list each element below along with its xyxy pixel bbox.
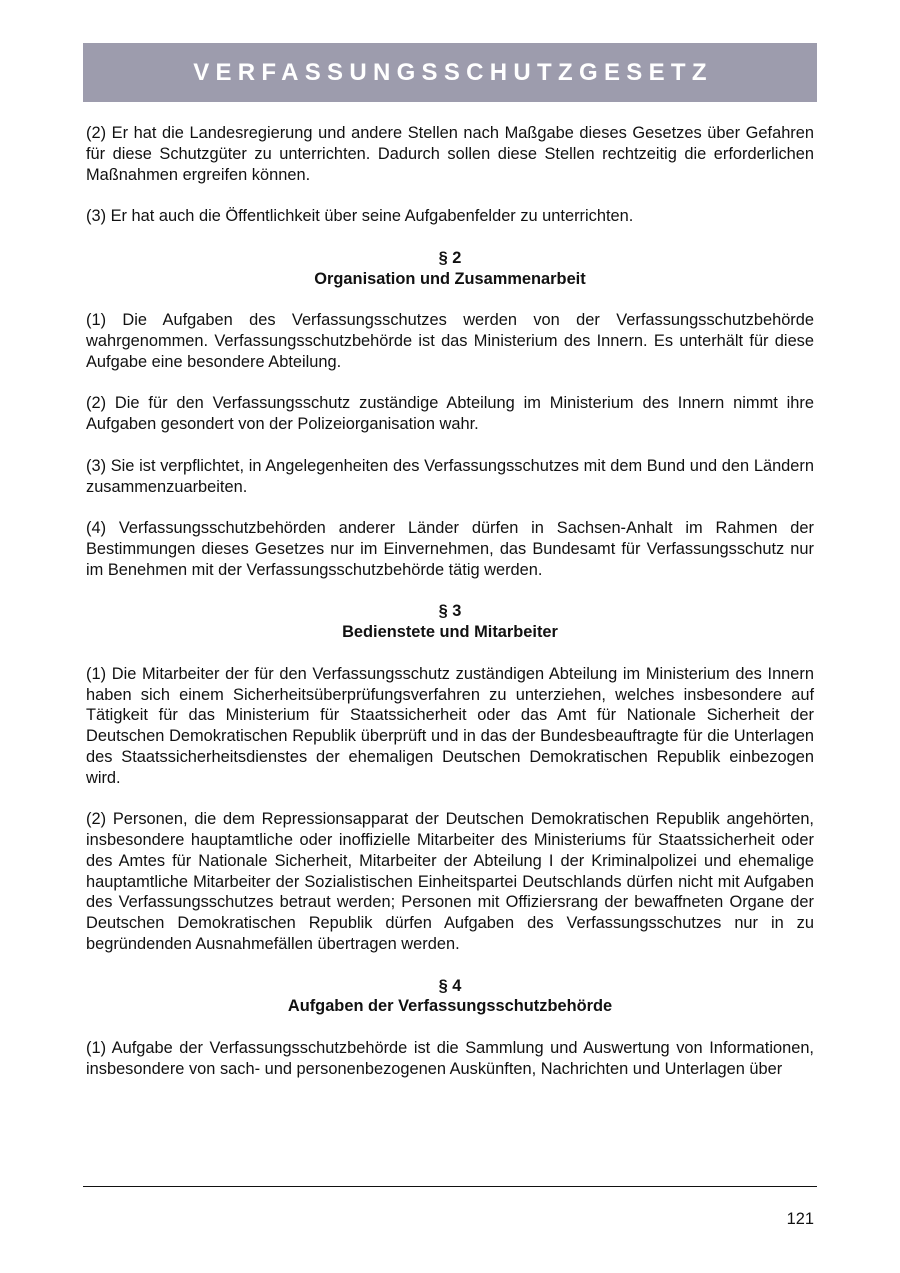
section-number: § 2 <box>438 248 462 267</box>
section-number: § 3 <box>438 602 462 621</box>
paragraph-intro-3: (3) Er hat auch die Öffentlichkeit über seine Aufgabenfelder zu unterrichten. <box>86 207 634 226</box>
section-heading-2 <box>86 248 814 290</box>
paragraph: (1) Die Aufgaben des Verfassungsschutzes werden von der Verfassungsschutzbehörde wahrgenommen. Verfassungsschutzbehörde ist das Ministerium des Innern. Es unterhält für diese Aufgabe eine besondere Abteilung. <box>86 311 814 371</box>
section-heading-3 <box>86 601 814 643</box>
page-header-bar <box>83 43 817 102</box>
paragraph: (2) Personen, die dem Repressionsapparat der Deutschen Demokratischen Republik angehörten, insbesondere hauptamtliche oder inoffizielle Mitarbeiter des Ministeriums für Staatssicherheit oder des Amtes für Nationale Sicherheit, Mitarbeiter der Abteilung I der Kriminalpolizei und ehemalige hauptamtliche Mitarbeiter der Sozialistischen Einheitspartei Deutschlands dürfen nicht mit Aufgaben des Verfassungsschutzes betraut werden; Personen mit Offiziersrang der bewaffneten Organe der Deutschen Demokratischen Republik dürfen Aufgaben des Verfassungsschutzes nur in zu begründenden Ausnahmefällen übertragen werden. <box>86 810 814 954</box>
section-number: § 4 <box>438 976 462 995</box>
section-title: Bedienstete und Mitarbeiter <box>342 623 558 642</box>
paragraph: (3) Sie ist verpflichtet, in Angelegenheiten des Verfassungsschutzes mit dem Bund und den Ländern zusammenzuarbeiten. <box>86 456 814 496</box>
paragraph: (1) Die Mitarbeiter der für den Verfassungsschutz zuständigen Abteilung im Ministerium des Innern haben sich einem Sicherheitsüberprüfungsverfahren zu unterziehen, welches insbesondere auf Tätigkeit für das Ministerium für Staatssicherheit oder das Amt für Nationale Sicherheit der Deutschen Demokratischen Republik überprüft und in das der Bundesbeauftragte für die Unterlagen des Staatssicherheitsdienstes der ehemaligen Deutschen Demokratischen Republik einbezogen wird. <box>86 664 814 787</box>
paragraph: (2) Die für den Verfassungsschutz zuständige Abteilung im Ministerium des Innern nimmt ihre Aufgaben gesondert von der Polizeiorganisation wahr. <box>86 394 814 434</box>
footer-divider <box>83 1186 817 1187</box>
section-title: Aufgaben der Verfassungsschutzbehörde <box>287 997 613 1016</box>
paragraph-intro-2: (2) Er hat die Landesregierung und andere Stellen nach Maßgabe dieses Gesetzes über Gefahren für diese Schutzgüter zu unterrichten. Dadurch sollen diese Stellen rechtzeitig die erforderlichen Maßnahmen ergreifen können. <box>86 124 814 184</box>
page-number: 121 <box>786 1210 814 1228</box>
section-heading-4 <box>86 976 814 1018</box>
paragraph: (1) Aufgabe der Verfassungsschutzbehörde ist die Sammlung und Auswertung von Informationen, insbesondere von sach- und personenbezogenen Auskünften, Nachrichten und Unterlagen über <box>86 1039 814 1078</box>
paragraph: (4) Verfassungsschutzbehörden anderer Länder dürfen in Sachsen-Anhalt im Rahmen der Bestimmungen dieses Gesetzes nur im Einvernehmen, das Bundesamt für Verfassungsschutz nur im Benehmen mit der Verfassungsschutzbehörde tätig werden. <box>86 519 814 579</box>
page-header-title: VERFASSUNGSSCHUTZGESETZ <box>193 58 713 86</box>
document-body <box>86 123 814 1100</box>
section-title: Organisation und Zusammenarbeit <box>314 269 586 288</box>
